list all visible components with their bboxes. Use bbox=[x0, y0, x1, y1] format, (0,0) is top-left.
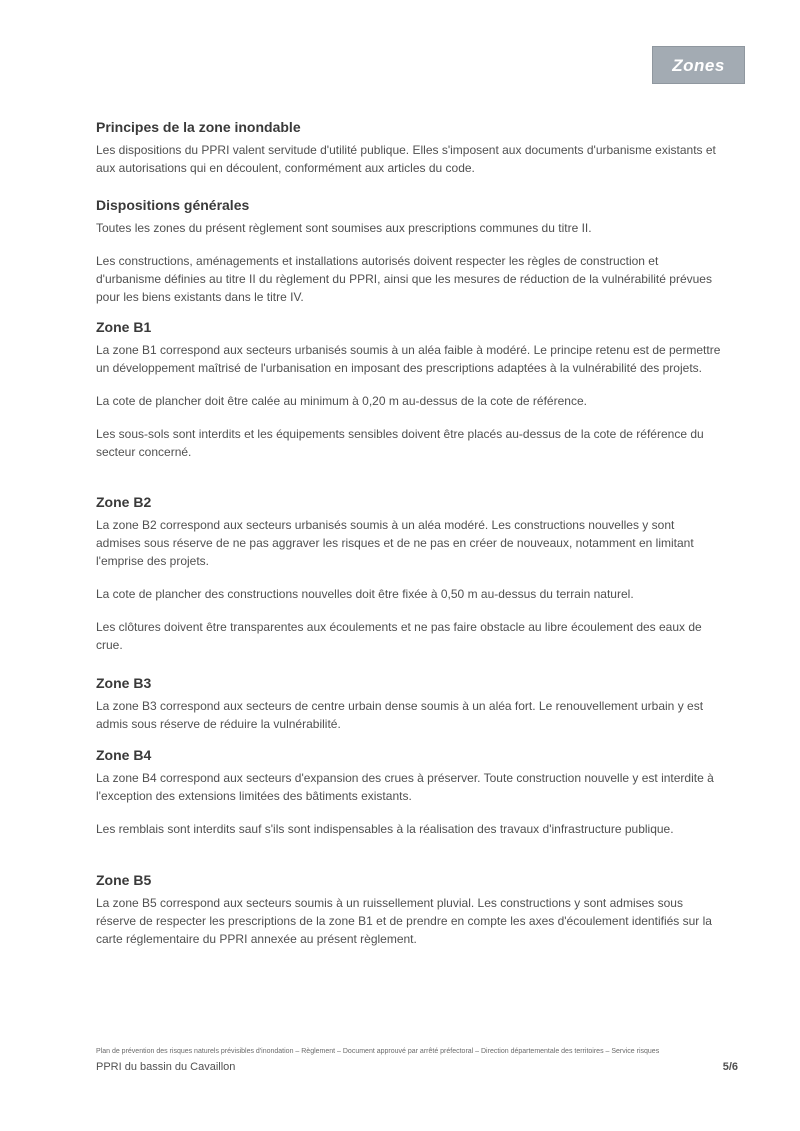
section-zone-b3 bbox=[96, 674, 722, 733]
section-dispositions bbox=[96, 196, 722, 306]
section-principes bbox=[96, 118, 722, 177]
paragraph: La zone B1 correspond aux secteurs urbanisés soumis à un aléa faible à modéré. Le principe retenu est de permettre un développement maîtrisé de l'urbanisation en imposant des prescriptions adaptées à la vulnérabilité des projets. bbox=[96, 343, 721, 375]
paragraph: Les remblais sont interdits sauf s'ils sont indispensables à la réalisation des travaux d'infrastructure publique. bbox=[96, 822, 674, 836]
section-heading: Zone B5 bbox=[96, 872, 152, 888]
section-zone-b5 bbox=[96, 871, 722, 948]
paragraph: La zone B4 correspond aux secteurs d'expansion des crues à préserver. Toute construction nouvelle y est interdite à l'exception des extensions limitées des bâtiments existants. bbox=[96, 771, 714, 803]
paragraph: La zone B3 correspond aux secteurs de centre urbain dense soumis à un aléa fort. Le renouvellement urbain y est admis sous réserve de réduire la vulnérabilité. bbox=[96, 699, 704, 731]
section-heading: Dispositions générales bbox=[96, 197, 250, 213]
section-heading: Zone B2 bbox=[96, 494, 152, 510]
paragraph: La zone B2 correspond aux secteurs urbanisés soumis à un aléa modéré. Les constructions nouvelles y sont admises sous réserve de ne pas aggraver les risques et de ne pas en créer de nouveaux, notamment en limitant l'emprise des projets. bbox=[96, 518, 694, 568]
section-heading: Zone B1 bbox=[96, 319, 152, 335]
paragraph: Les constructions, aménagements et installations autorisés doivent respecter les règles de construction et d'urbanisme définies au titre II du règlement du PPRI, ainsi que les mesures de réduction de la vulnérabilité prévues pour les biens existants dans le titre IV. bbox=[96, 254, 712, 304]
footer-note: Plan de prévention des risques naturels prévisibles d'inondation – Règlement – Document approuvé par arrêté préfectoral – Direction départementale des territoires – Service risques bbox=[96, 1048, 660, 1055]
section-heading: Zone B3 bbox=[96, 675, 152, 691]
paragraph: Les sous-sols sont interdits et les équipements sensibles doivent être placés au-dessus de la cote de référence du secteur concerné. bbox=[96, 427, 704, 459]
section-badge: Zones bbox=[652, 46, 745, 84]
footer-document-title: PPRI du bassin du Cavaillon bbox=[96, 1061, 236, 1073]
section-zone-b1 bbox=[96, 318, 722, 461]
paragraph: Les dispositions du PPRI valent servitude d'utilité publique. Elles s'imposent aux documents d'urbanisme existants et aux autorisations qui en découlent, conformément aux articles du code. bbox=[96, 143, 716, 175]
paragraph: Toutes les zones du présent règlement sont soumises aux prescriptions communes du titre II. bbox=[96, 221, 592, 235]
paragraph: La cote de plancher des constructions nouvelles doit être fixée à 0,50 m au-dessus du terrain naturel. bbox=[96, 587, 634, 601]
paragraph: La cote de plancher doit être calée au minimum à 0,20 m au-dessus de la cote de référence. bbox=[96, 394, 587, 408]
paragraph: La zone B5 correspond aux secteurs soumis à un ruissellement pluvial. Les constructions y sont admises sous réserve de respecter les prescriptions de la zone B1 et de prendre en compte les axes d'écoulement identifiés sur la carte réglementaire du PPRI annexée au présent règlement. bbox=[96, 896, 712, 946]
paragraph: Les clôtures doivent être transparentes aux écoulements et ne pas faire obstacle au libre écoulement des eaux de crue. bbox=[96, 620, 702, 652]
section-zone-b4 bbox=[96, 746, 722, 838]
section-heading: Principes de la zone inondable bbox=[96, 119, 301, 135]
section-heading: Zone B4 bbox=[96, 747, 152, 763]
section-zone-b2 bbox=[96, 493, 722, 654]
page-number: 5/6 bbox=[722, 1061, 738, 1073]
